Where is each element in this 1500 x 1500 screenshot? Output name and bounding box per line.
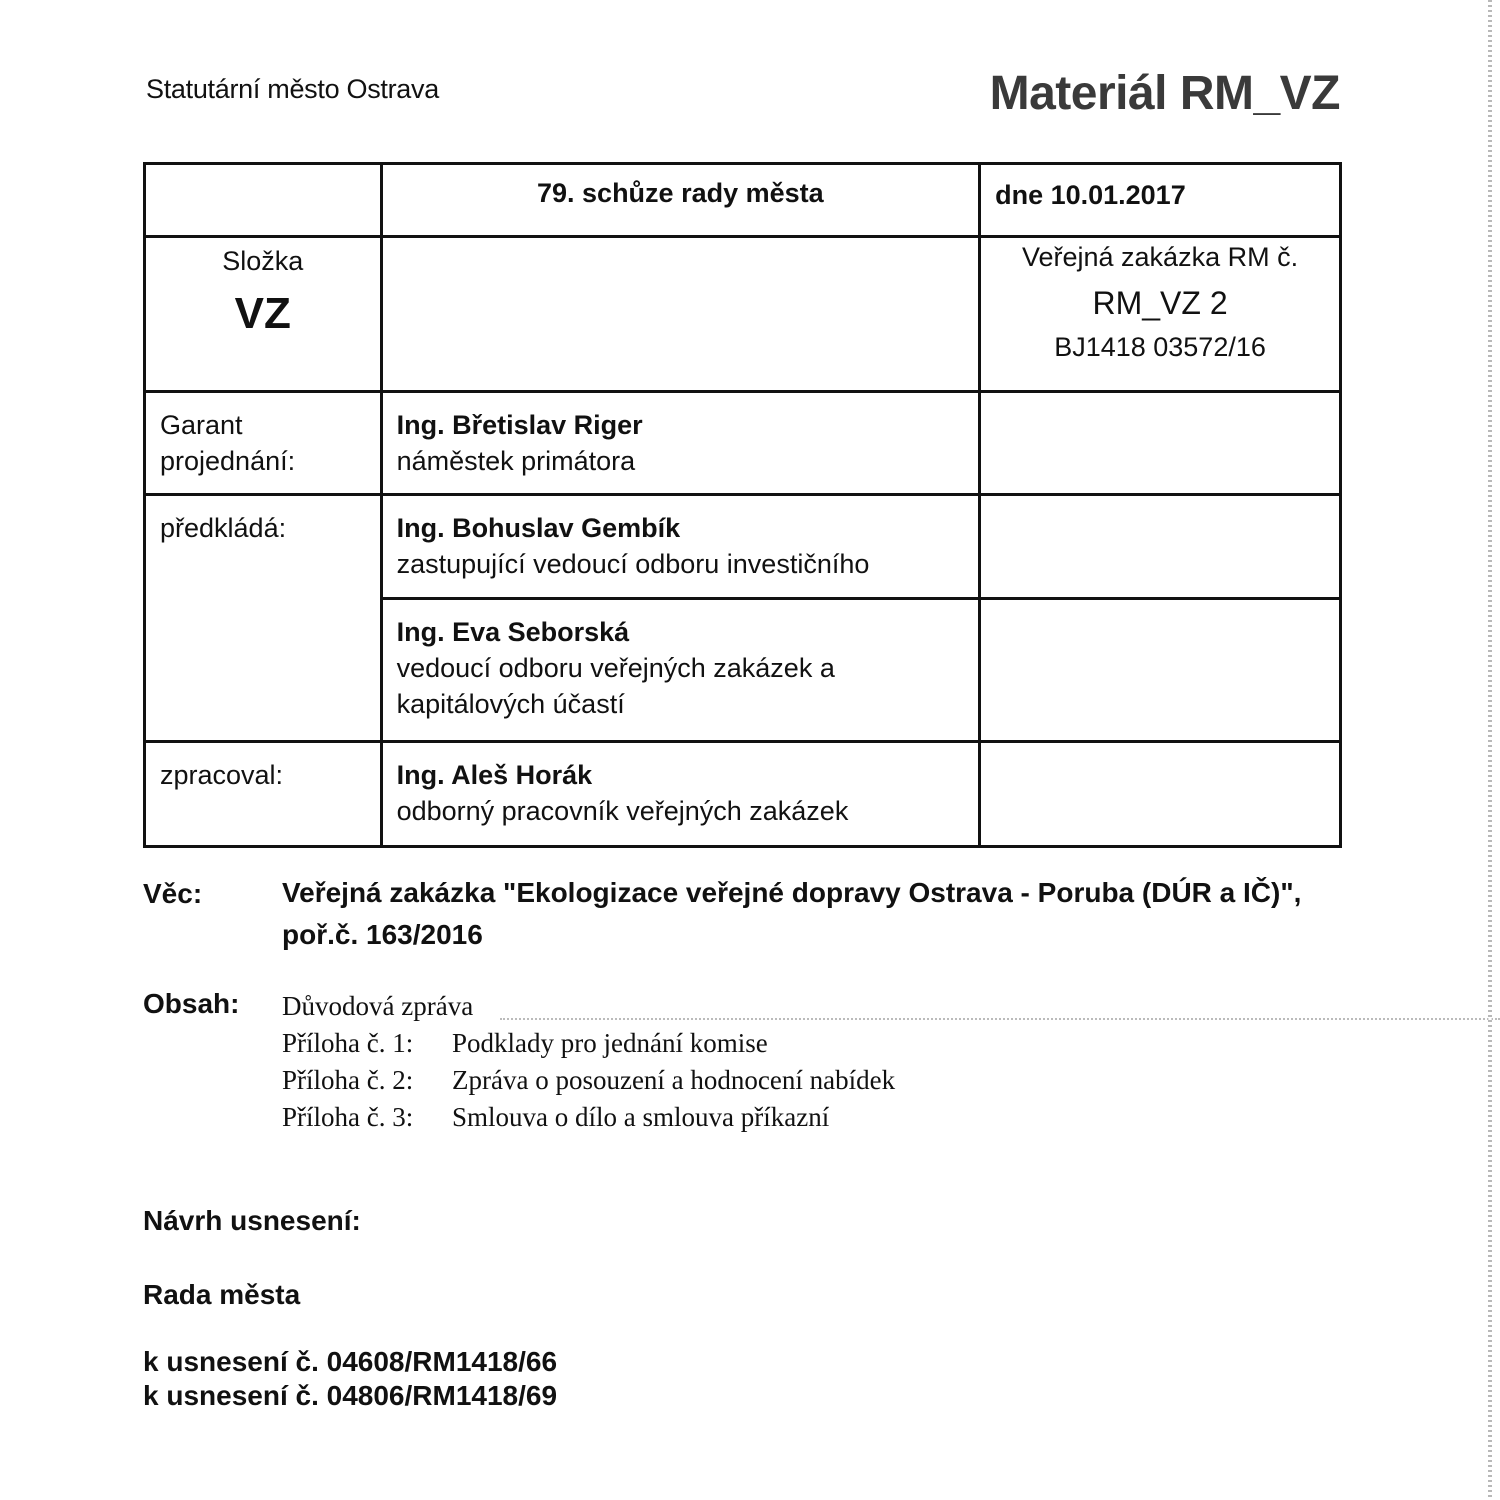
person-name: Ing. Břetislav Riger [396,410,643,440]
resolution-ref: k usnesení č. 04608/RM1418/66 [143,1346,558,1377]
person-name: Ing. Bohuslav Gembík [396,513,681,543]
person-role: odborný pracovník veřejných zakázek [396,796,849,826]
scan-edge [1488,0,1492,1500]
resolution-refs [143,1345,557,1413]
contract-ref: BJ1418 03572/16 [1054,332,1266,362]
row-label: zpracoval: [160,760,284,790]
contents-main: Důvodová zpráva [282,991,474,1021]
folder-label: Složka [222,246,304,276]
meeting-title: 79. schůze rady města [537,178,824,208]
person-role: vedoucí odboru veřejných zakázek a kapitálových účastí [396,653,835,719]
subject-text: Veřejná zakázka "Ekologizace veřejné dopravy Ostrava - Poruba (DÚR a IČ)", poř.č. 163/2016 [282,877,1302,950]
folder-value: VZ [234,289,291,338]
material-title: Materiál RM_VZ [989,67,1340,120]
contents-list [282,988,895,1136]
resolution-body: Rada města [143,1279,301,1310]
resolution-ref: k usnesení č. 04806/RM1418/69 [143,1380,558,1411]
person-role: zastupující vedoucí odboru investičního [396,549,870,579]
person-name: Ing. Aleš Horák [396,760,593,790]
row-label: předkládá: [160,513,287,543]
person-name: Ing. Eva Seborská [396,617,630,647]
contents-label: Obsah: [143,988,240,1019]
contract-number: RM_VZ 2 [1092,285,1228,321]
subject-label: Věc: [143,878,203,909]
attachment-item: Příloha č. 1: Podklady pro jednání komise [282,1028,768,1058]
person-role: náměstek primátora [396,446,636,476]
meeting-date: dne 10.01.2017 [995,180,1186,210]
empty-cell [145,164,382,237]
attachment-item: Příloha č. 3: Smlouva o dílo a smlouva příkazní [282,1102,830,1132]
header-table [143,162,1342,848]
resolution-heading: Návrh usnesení: [143,1205,361,1236]
organization-name: Statutární město Ostrava [146,74,439,104]
row-label: Garant projednání: [160,410,296,476]
contract-label: Veřejná zakázka RM č. [1021,242,1299,272]
attachment-item: Příloha č. 2: Zpráva o posouzení a hodnocení nabídek [282,1065,896,1095]
